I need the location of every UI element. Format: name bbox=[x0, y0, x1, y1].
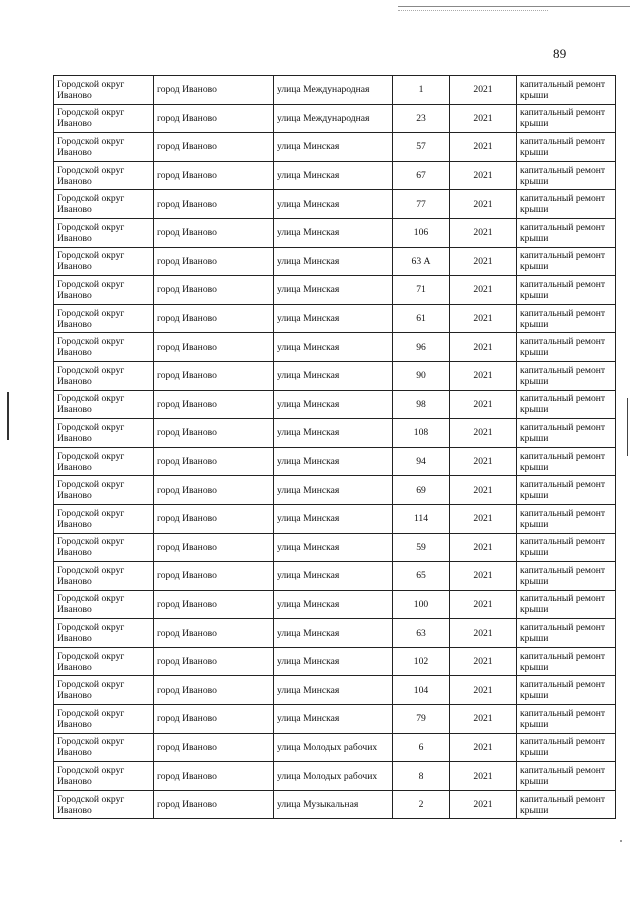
scan-artifact-right bbox=[627, 398, 628, 456]
work-type-cell: капитальный ремонт крыши bbox=[517, 104, 616, 133]
district-cell: Городской округ Иваново bbox=[54, 733, 154, 762]
house-number-cell: 23 bbox=[393, 104, 450, 133]
city-cell: город Иваново bbox=[154, 590, 274, 619]
year-cell: 2021 bbox=[450, 504, 517, 533]
house-number-cell: 67 bbox=[393, 161, 450, 190]
table-row bbox=[54, 390, 616, 419]
district-cell: Городской округ Иваново bbox=[54, 533, 154, 562]
city-cell: город Иваново bbox=[154, 533, 274, 562]
street-cell: улица Международная bbox=[274, 104, 393, 133]
city-cell: город Иваново bbox=[154, 676, 274, 705]
district-cell: Городской округ Иваново bbox=[54, 647, 154, 676]
city-cell: город Иваново bbox=[154, 762, 274, 791]
table-row bbox=[54, 419, 616, 448]
year-cell: 2021 bbox=[450, 76, 517, 105]
table-row bbox=[54, 190, 616, 219]
district-cell: Городской округ Иваново bbox=[54, 161, 154, 190]
street-cell: улица Минская bbox=[274, 247, 393, 276]
work-type-cell: капитальный ремонт крыши bbox=[517, 304, 616, 333]
year-cell: 2021 bbox=[450, 361, 517, 390]
work-type-cell: капитальный ремонт крыши bbox=[517, 419, 616, 448]
year-cell: 2021 bbox=[450, 619, 517, 648]
house-number-cell: 59 bbox=[393, 533, 450, 562]
work-type-cell: капитальный ремонт крыши bbox=[517, 76, 616, 105]
district-cell: Городской округ Иваново bbox=[54, 190, 154, 219]
table-row bbox=[54, 218, 616, 247]
district-cell: Городской округ Иваново bbox=[54, 218, 154, 247]
work-type-cell: капитальный ремонт крыши bbox=[517, 590, 616, 619]
street-cell: улица Минская bbox=[274, 161, 393, 190]
year-cell: 2021 bbox=[450, 333, 517, 362]
year-cell: 2021 bbox=[450, 676, 517, 705]
work-type-cell: капитальный ремонт крыши bbox=[517, 647, 616, 676]
district-cell: Городской округ Иваново bbox=[54, 790, 154, 819]
table-row bbox=[54, 333, 616, 362]
city-cell: город Иваново bbox=[154, 619, 274, 648]
city-cell: город Иваново bbox=[154, 790, 274, 819]
house-number-cell: 69 bbox=[393, 476, 450, 505]
house-number-cell: 71 bbox=[393, 276, 450, 305]
city-cell: город Иваново bbox=[154, 333, 274, 362]
house-number-cell: 79 bbox=[393, 705, 450, 734]
table-row bbox=[54, 361, 616, 390]
house-number-cell: 57 bbox=[393, 133, 450, 162]
house-number-cell: 106 bbox=[393, 218, 450, 247]
work-type-cell: капитальный ремонт крыши bbox=[517, 133, 616, 162]
street-cell: улица Минская bbox=[274, 676, 393, 705]
street-cell: улица Минская bbox=[274, 590, 393, 619]
house-number-cell: 8 bbox=[393, 762, 450, 791]
district-cell: Городской округ Иваново bbox=[54, 762, 154, 791]
street-cell: улица Минская bbox=[274, 133, 393, 162]
street-cell: улица Минская bbox=[274, 361, 393, 390]
district-cell: Городской округ Иваново bbox=[54, 504, 154, 533]
year-cell: 2021 bbox=[450, 762, 517, 791]
year-cell: 2021 bbox=[450, 733, 517, 762]
city-cell: город Иваново bbox=[154, 476, 274, 505]
house-number-cell: 90 bbox=[393, 361, 450, 390]
street-cell: улица Молодых рабочих bbox=[274, 733, 393, 762]
year-cell: 2021 bbox=[450, 390, 517, 419]
table-row bbox=[54, 104, 616, 133]
district-cell: Городской округ Иваново bbox=[54, 361, 154, 390]
street-cell: улица Минская bbox=[274, 419, 393, 448]
table-row bbox=[54, 504, 616, 533]
house-number-cell: 77 bbox=[393, 190, 450, 219]
year-cell: 2021 bbox=[450, 419, 517, 448]
table-row bbox=[54, 476, 616, 505]
work-type-cell: капитальный ремонт крыши bbox=[517, 619, 616, 648]
city-cell: город Иваново bbox=[154, 276, 274, 305]
house-number-cell: 94 bbox=[393, 447, 450, 476]
district-cell: Городской округ Иваново bbox=[54, 304, 154, 333]
district-cell: Городской округ Иваново bbox=[54, 619, 154, 648]
page-number: 89 bbox=[553, 46, 567, 61]
street-cell: улица Минская bbox=[274, 533, 393, 562]
street-cell: улица Минская bbox=[274, 562, 393, 591]
table-row bbox=[54, 590, 616, 619]
city-cell: город Иваново bbox=[154, 161, 274, 190]
district-cell: Городской округ Иваново bbox=[54, 562, 154, 591]
street-cell: улица Минская bbox=[274, 276, 393, 305]
year-cell: 2021 bbox=[450, 133, 517, 162]
city-cell: город Иваново bbox=[154, 76, 274, 105]
year-cell: 2021 bbox=[450, 533, 517, 562]
city-cell: город Иваново bbox=[154, 104, 274, 133]
work-type-cell: капитальный ремонт крыши bbox=[517, 333, 616, 362]
street-cell: улица Минская bbox=[274, 504, 393, 533]
street-cell: улица Минская bbox=[274, 476, 393, 505]
table-row bbox=[54, 447, 616, 476]
city-cell: город Иваново bbox=[154, 647, 274, 676]
work-type-cell: капитальный ремонт крыши bbox=[517, 390, 616, 419]
work-type-cell: капитальный ремонт крыши bbox=[517, 562, 616, 591]
work-type-cell: капитальный ремонт крыши bbox=[517, 161, 616, 190]
house-number-cell: 63 А bbox=[393, 247, 450, 276]
year-cell: 2021 bbox=[450, 190, 517, 219]
street-cell: улица Минская bbox=[274, 705, 393, 734]
work-type-cell: капитальный ремонт крыши bbox=[517, 247, 616, 276]
year-cell: 2021 bbox=[450, 790, 517, 819]
year-cell: 2021 bbox=[450, 447, 517, 476]
table-row bbox=[54, 790, 616, 819]
house-number-cell: 63 bbox=[393, 619, 450, 648]
city-cell: город Иваново bbox=[154, 562, 274, 591]
year-cell: 2021 bbox=[450, 476, 517, 505]
house-number-cell: 1 bbox=[393, 76, 450, 105]
city-cell: город Иваново bbox=[154, 190, 274, 219]
work-type-cell: капитальный ремонт крыши bbox=[517, 504, 616, 533]
street-cell: улица Минская bbox=[274, 218, 393, 247]
work-type-cell: капитальный ремонт крыши bbox=[517, 476, 616, 505]
street-cell: улица Минская bbox=[274, 333, 393, 362]
street-cell: улица Международная bbox=[274, 76, 393, 105]
district-cell: Городской округ Иваново bbox=[54, 247, 154, 276]
table-row bbox=[54, 562, 616, 591]
district-cell: Городской округ Иваново bbox=[54, 419, 154, 448]
table-row bbox=[54, 161, 616, 190]
header-dotted-rule bbox=[398, 10, 548, 11]
district-cell: Городской округ Иваново bbox=[54, 276, 154, 305]
district-cell: Городской округ Иваново bbox=[54, 333, 154, 362]
house-number-cell: 6 bbox=[393, 733, 450, 762]
district-cell: Городской округ Иваново bbox=[54, 133, 154, 162]
repair-schedule-table bbox=[53, 75, 616, 819]
year-cell: 2021 bbox=[450, 590, 517, 619]
house-number-cell: 65 bbox=[393, 562, 450, 591]
work-type-cell: капитальный ремонт крыши bbox=[517, 676, 616, 705]
header-rule bbox=[398, 6, 630, 7]
work-type-cell: капитальный ремонт крыши bbox=[517, 361, 616, 390]
city-cell: город Иваново bbox=[154, 247, 274, 276]
district-cell: Городской округ Иваново bbox=[54, 676, 154, 705]
house-number-cell: 61 bbox=[393, 304, 450, 333]
table-row bbox=[54, 733, 616, 762]
house-number-cell: 114 bbox=[393, 504, 450, 533]
table-row bbox=[54, 276, 616, 305]
city-cell: город Иваново bbox=[154, 218, 274, 247]
work-type-cell: капитальный ремонт крыши bbox=[517, 447, 616, 476]
street-cell: улица Минская bbox=[274, 647, 393, 676]
table-row bbox=[54, 647, 616, 676]
year-cell: 2021 bbox=[450, 247, 517, 276]
street-cell: улица Минская bbox=[274, 447, 393, 476]
district-cell: Городской округ Иваново bbox=[54, 590, 154, 619]
scan-artifact-dot bbox=[620, 840, 622, 842]
house-number-cell: 2 bbox=[393, 790, 450, 819]
year-cell: 2021 bbox=[450, 705, 517, 734]
district-cell: Городской округ Иваново bbox=[54, 104, 154, 133]
table-row bbox=[54, 533, 616, 562]
city-cell: город Иваново bbox=[154, 390, 274, 419]
city-cell: город Иваново bbox=[154, 705, 274, 734]
year-cell: 2021 bbox=[450, 304, 517, 333]
work-type-cell: капитальный ремонт крыши bbox=[517, 533, 616, 562]
year-cell: 2021 bbox=[450, 647, 517, 676]
city-cell: город Иваново bbox=[154, 447, 274, 476]
street-cell: улица Молодых рабочих bbox=[274, 762, 393, 791]
district-cell: Городской округ Иваново bbox=[54, 76, 154, 105]
city-cell: город Иваново bbox=[154, 504, 274, 533]
street-cell: улица Минская bbox=[274, 190, 393, 219]
table-row bbox=[54, 705, 616, 734]
district-cell: Городской округ Иваново bbox=[54, 705, 154, 734]
year-cell: 2021 bbox=[450, 562, 517, 591]
work-type-cell: капитальный ремонт крыши bbox=[517, 190, 616, 219]
district-cell: Городской округ Иваново bbox=[54, 476, 154, 505]
city-cell: город Иваново bbox=[154, 733, 274, 762]
work-type-cell: капитальный ремонт крыши bbox=[517, 733, 616, 762]
district-cell: Городской округ Иваново bbox=[54, 390, 154, 419]
work-type-cell: капитальный ремонт крыши bbox=[517, 705, 616, 734]
year-cell: 2021 bbox=[450, 218, 517, 247]
year-cell: 2021 bbox=[450, 104, 517, 133]
district-cell: Городской округ Иваново bbox=[54, 447, 154, 476]
street-cell: улица Минская bbox=[274, 619, 393, 648]
house-number-cell: 96 bbox=[393, 333, 450, 362]
house-number-cell: 104 bbox=[393, 676, 450, 705]
house-number-cell: 108 bbox=[393, 419, 450, 448]
city-cell: город Иваново bbox=[154, 133, 274, 162]
work-type-cell: капитальный ремонт крыши bbox=[517, 218, 616, 247]
scan-artifact-left bbox=[7, 392, 9, 440]
work-type-cell: капитальный ремонт крыши bbox=[517, 276, 616, 305]
work-type-cell: капитальный ремонт крыши bbox=[517, 762, 616, 791]
house-number-cell: 102 bbox=[393, 647, 450, 676]
table-row bbox=[54, 304, 616, 333]
year-cell: 2021 bbox=[450, 161, 517, 190]
table-row bbox=[54, 762, 616, 791]
street-cell: улица Музыкальная bbox=[274, 790, 393, 819]
table-row bbox=[54, 619, 616, 648]
table-row bbox=[54, 133, 616, 162]
year-cell: 2021 bbox=[450, 276, 517, 305]
table-row bbox=[54, 676, 616, 705]
street-cell: улица Минская bbox=[274, 390, 393, 419]
table-body bbox=[54, 76, 616, 819]
street-cell: улица Минская bbox=[274, 304, 393, 333]
house-number-cell: 98 bbox=[393, 390, 450, 419]
city-cell: город Иваново bbox=[154, 419, 274, 448]
city-cell: город Иваново bbox=[154, 304, 274, 333]
table-row bbox=[54, 247, 616, 276]
city-cell: город Иваново bbox=[154, 361, 274, 390]
table-row bbox=[54, 76, 616, 105]
work-type-cell: капитальный ремонт крыши bbox=[517, 790, 616, 819]
house-number-cell: 100 bbox=[393, 590, 450, 619]
